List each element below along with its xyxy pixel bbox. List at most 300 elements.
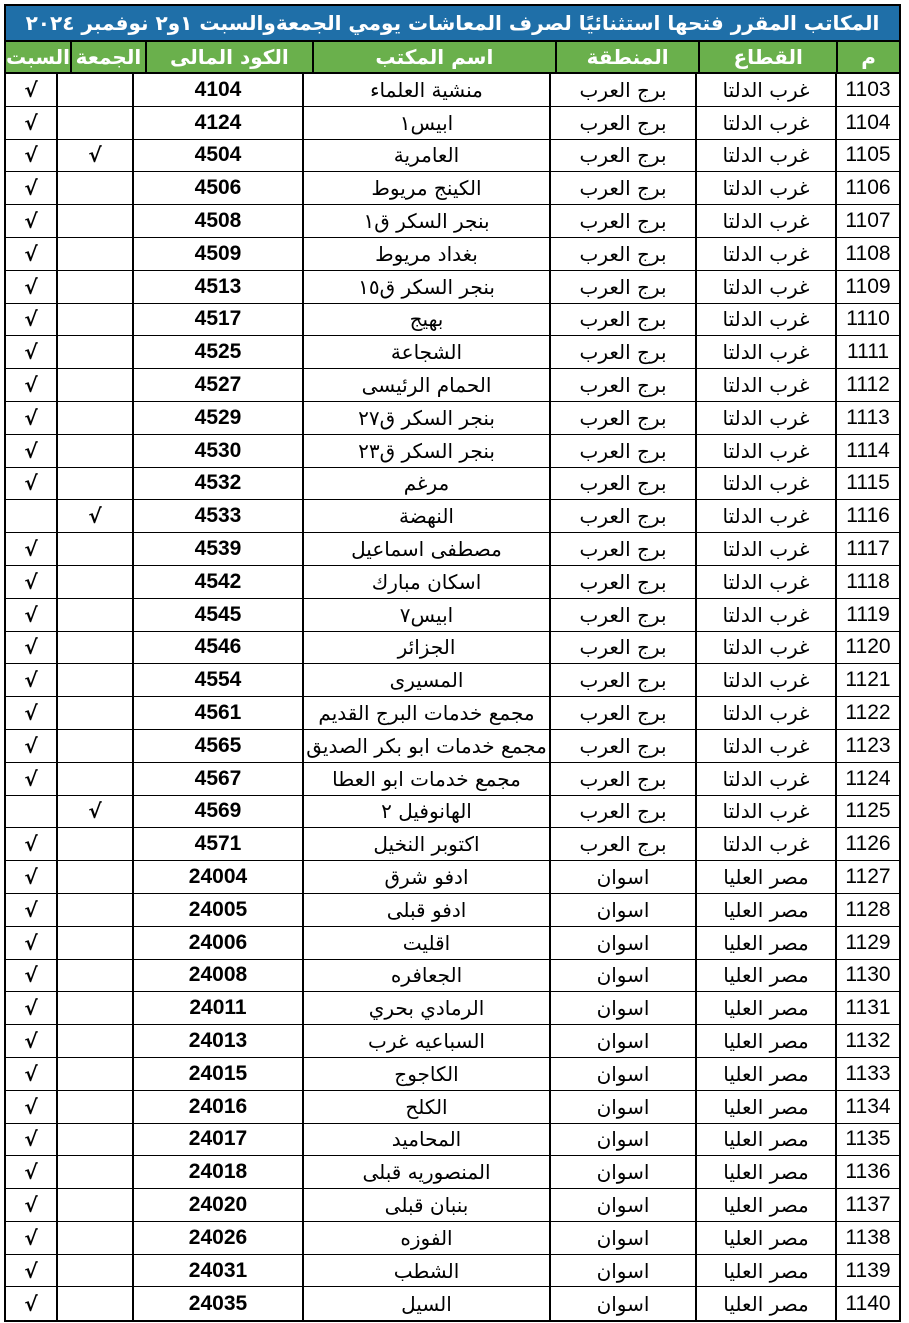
header-region: المنطقة: [555, 42, 699, 72]
table-row: [6, 238, 899, 271]
cell-friday-check: [56, 74, 132, 106]
cell-friday-check: [56, 107, 132, 139]
table-row: [6, 304, 899, 337]
cell-code: 4513: [132, 271, 302, 303]
cell-region: اسوان: [549, 960, 695, 992]
cell-m: 1114: [835, 435, 899, 467]
table-row: [6, 861, 899, 894]
cell-friday-check: [56, 828, 132, 860]
cell-sector: غرب الدلتا: [695, 664, 835, 696]
cell-m: 1137: [835, 1189, 899, 1221]
cell-friday-check: [56, 861, 132, 893]
cell-m: 1118: [835, 566, 899, 598]
cell-sector: مصر العليا: [695, 992, 835, 1024]
cell-m: 1132: [835, 1025, 899, 1057]
cell-sector: غرب الدلتا: [695, 271, 835, 303]
cell-code: 4561: [132, 697, 302, 729]
table-row: [6, 1025, 899, 1058]
table-row: [6, 107, 899, 140]
table-row: [6, 1156, 899, 1189]
cell-sector: غرب الدلتا: [695, 730, 835, 762]
cell-friday-check: [56, 1058, 132, 1090]
table-row: [6, 402, 899, 435]
cell-saturday-check: √: [24, 307, 38, 332]
cell-friday-check: √: [56, 140, 132, 172]
cell-m: 1104: [835, 107, 899, 139]
cell-office: منشية العلماء: [302, 74, 549, 106]
table-row: [6, 140, 899, 173]
cell-sector: غرب الدلتا: [695, 828, 835, 860]
table-row: [6, 74, 899, 107]
table-row: [6, 172, 899, 205]
cell-office: الرمادي بحري: [302, 992, 549, 1024]
table-row: [6, 763, 899, 796]
cell-code: 24008: [132, 960, 302, 992]
cell-saturday-check: √: [24, 405, 38, 430]
cell-region: برج العرب: [549, 533, 695, 565]
table-row: [6, 697, 899, 730]
cell-office: الشطب: [302, 1255, 549, 1287]
cell-code: 4532: [132, 468, 302, 500]
cell-saturday-check: √: [24, 209, 38, 234]
cell-m: 1130: [835, 960, 899, 992]
cell-sector: مصر العليا: [695, 1255, 835, 1287]
table-row: [6, 894, 899, 927]
cell-m: 1126: [835, 828, 899, 860]
cell-m: 1113: [835, 402, 899, 434]
cell-sector: مصر العليا: [695, 1189, 835, 1221]
cell-friday-check: [56, 435, 132, 467]
cell-code: 24020: [132, 1189, 302, 1221]
cell-code: 4527: [132, 369, 302, 401]
cell-saturday-check: √: [24, 897, 38, 922]
cell-office: المسيرى: [302, 664, 549, 696]
cell-code: 4530: [132, 435, 302, 467]
cell-office: اقليت: [302, 927, 549, 959]
cell-region: اسوان: [549, 894, 695, 926]
cell-saturday-check: √: [24, 77, 38, 102]
cell-saturday-check: √: [24, 635, 38, 660]
header-sector: القطاع: [698, 42, 836, 72]
cell-code: 24031: [132, 1255, 302, 1287]
cell-sector: غرب الدلتا: [695, 533, 835, 565]
cell-sector: غرب الدلتا: [695, 205, 835, 237]
cell-office: الفوزه: [302, 1222, 549, 1254]
table-row: [6, 730, 899, 763]
cell-region: برج العرب: [549, 828, 695, 860]
page-title: المكاتب المقرر فتحها استثنائيًا لصرف المعاشات يومي الجمعةوالسبت ١و٢ نوفمبر ٢٠٢٤: [6, 6, 899, 42]
cell-region: اسوان: [549, 1124, 695, 1156]
cell-sector: غرب الدلتا: [695, 304, 835, 336]
cell-sector: غرب الدلتا: [695, 172, 835, 204]
cell-m: 1107: [835, 205, 899, 237]
cell-sector: مصر العليا: [695, 1025, 835, 1057]
cell-code: 24004: [132, 861, 302, 893]
cell-sector: مصر العليا: [695, 1222, 835, 1254]
cell-office: اسكان مبارك: [302, 566, 549, 598]
cell-region: اسوان: [549, 992, 695, 1024]
header-friday: الجمعة: [70, 42, 145, 72]
cell-office: بنجر السكر ق٢٣: [302, 435, 549, 467]
cell-m: 1115: [835, 468, 899, 500]
cell-region: برج العرب: [549, 271, 695, 303]
cell-saturday-check: √: [24, 832, 38, 857]
cell-code: 4525: [132, 336, 302, 368]
cell-sector: غرب الدلتا: [695, 435, 835, 467]
cell-friday-check: [56, 566, 132, 598]
cell-code: 24011: [132, 992, 302, 1024]
cell-sector: مصر العليا: [695, 1156, 835, 1188]
table-row: [6, 336, 899, 369]
cell-office: مصطفى اسماعيل: [302, 533, 549, 565]
cell-saturday-check: √: [24, 1258, 38, 1283]
cell-office: الكينج مريوط: [302, 172, 549, 204]
cell-region: برج العرب: [549, 369, 695, 401]
cell-saturday-check: √: [24, 569, 38, 594]
cell-code: 4567: [132, 763, 302, 795]
cell-saturday-check: √: [24, 865, 38, 890]
cell-m: 1110: [835, 304, 899, 336]
cell-saturday-check: √: [24, 766, 38, 791]
cell-region: برج العرب: [549, 107, 695, 139]
cell-friday-check: [56, 1156, 132, 1188]
cell-sector: مصر العليا: [695, 1058, 835, 1090]
cell-saturday-check: √: [24, 996, 38, 1021]
cell-friday-check: [56, 632, 132, 664]
cell-office: بغداد مريوط: [302, 238, 549, 270]
cell-sector: غرب الدلتا: [695, 140, 835, 172]
cell-m: 1124: [835, 763, 899, 795]
cell-code: 24016: [132, 1091, 302, 1123]
cell-friday-check: [56, 1222, 132, 1254]
cell-friday-check: [56, 1091, 132, 1123]
cell-friday-check: [56, 304, 132, 336]
cell-office: المحاميد: [302, 1124, 549, 1156]
cell-friday-check: [56, 894, 132, 926]
cell-saturday-check: [6, 500, 56, 532]
cell-code: 4539: [132, 533, 302, 565]
cell-office: ابيس٧: [302, 599, 549, 631]
table-row: [6, 271, 899, 304]
cell-office: الكاجوج: [302, 1058, 549, 1090]
cell-sector: غرب الدلتا: [695, 402, 835, 434]
cell-m: 1111: [835, 336, 899, 368]
cell-friday-check: [56, 927, 132, 959]
cell-code: 4529: [132, 402, 302, 434]
table-row: [6, 1222, 899, 1255]
table-row: [6, 435, 899, 468]
cell-m: 1122: [835, 697, 899, 729]
cell-m: 1128: [835, 894, 899, 926]
table-row: [6, 566, 899, 599]
cell-code: 4565: [132, 730, 302, 762]
cell-code: 4571: [132, 828, 302, 860]
cell-sector: غرب الدلتا: [695, 500, 835, 532]
cell-saturday-check: √: [24, 438, 38, 463]
table-row: [6, 632, 899, 665]
cell-region: برج العرب: [549, 74, 695, 106]
cell-region: اسوان: [549, 1255, 695, 1287]
cell-region: برج العرب: [549, 402, 695, 434]
cell-office: بنجر السكر ق١٥: [302, 271, 549, 303]
cell-region: برج العرب: [549, 336, 695, 368]
cell-region: برج العرب: [549, 730, 695, 762]
cell-region: برج العرب: [549, 566, 695, 598]
cell-friday-check: [56, 402, 132, 434]
cell-saturday-check: √: [24, 963, 38, 988]
cell-office: بنجر السكر ق٢٧: [302, 402, 549, 434]
cell-sector: غرب الدلتا: [695, 74, 835, 106]
cell-region: برج العرب: [549, 468, 695, 500]
cell-code: 24035: [132, 1287, 302, 1320]
cell-office: ابيس١: [302, 107, 549, 139]
table-row: [6, 205, 899, 238]
cell-friday-check: [56, 533, 132, 565]
cell-m: 1103: [835, 74, 899, 106]
cell-saturday-check: √: [24, 701, 38, 726]
cell-sector: غرب الدلتا: [695, 632, 835, 664]
cell-sector: غرب الدلتا: [695, 697, 835, 729]
cell-region: اسوان: [549, 1222, 695, 1254]
cell-m: 1127: [835, 861, 899, 893]
cell-code: 4542: [132, 566, 302, 598]
cell-office: الحمام الرئيسى: [302, 369, 549, 401]
cell-sector: غرب الدلتا: [695, 796, 835, 828]
cell-saturday-check: √: [24, 1029, 38, 1053]
cell-saturday-check: √: [24, 733, 38, 758]
schedule-sheet: [4, 4, 901, 1322]
cell-friday-check: [56, 992, 132, 1024]
cell-region: اسوان: [549, 1058, 695, 1090]
cell-code: 4569: [132, 796, 302, 828]
cell-sector: غرب الدلتا: [695, 369, 835, 401]
cell-office: بهيج: [302, 304, 549, 336]
cell-region: برج العرب: [549, 664, 695, 696]
cell-m: 1140: [835, 1287, 899, 1320]
cell-region: اسوان: [549, 927, 695, 959]
cell-friday-check: [56, 960, 132, 992]
cell-m: 1119: [835, 599, 899, 631]
cell-m: 1108: [835, 238, 899, 270]
header-saturday: السبت: [6, 42, 70, 72]
cell-region: اسوان: [549, 1189, 695, 1221]
cell-office: المنصوريه قبلى: [302, 1156, 549, 1188]
cell-saturday-check: √: [24, 110, 38, 135]
cell-office: ادفو شرق: [302, 861, 549, 893]
cell-m: 1136: [835, 1156, 899, 1188]
table-row: [6, 533, 899, 566]
cell-m: 1116: [835, 500, 899, 532]
cell-sector: غرب الدلتا: [695, 763, 835, 795]
cell-m: 1135: [835, 1124, 899, 1156]
cell-office: الجعافره: [302, 960, 549, 992]
cell-code: 4546: [132, 632, 302, 664]
cell-region: برج العرب: [549, 435, 695, 467]
table-row: [6, 927, 899, 960]
cell-office: مجمع خدمات البرج القديم: [302, 697, 549, 729]
cell-sector: غرب الدلتا: [695, 238, 835, 270]
cell-friday-check: [56, 763, 132, 795]
cell-saturday-check: √: [24, 602, 38, 627]
cell-sector: مصر العليا: [695, 1124, 835, 1156]
table-row: [6, 1189, 899, 1222]
cell-sector: غرب الدلتا: [695, 107, 835, 139]
cell-friday-check: [56, 1025, 132, 1057]
cell-sector: مصر العليا: [695, 960, 835, 992]
cell-code: 4554: [132, 664, 302, 696]
cell-saturday-check: √: [24, 930, 38, 955]
cell-friday-check: [56, 205, 132, 237]
table-row: [6, 1124, 899, 1157]
cell-m: 1139: [835, 1255, 899, 1287]
cell-region: اسوان: [549, 1091, 695, 1123]
cell-office: اكتوبر النخيل: [302, 828, 549, 860]
cell-friday-check: [56, 730, 132, 762]
cell-office: النهضة: [302, 500, 549, 532]
cell-friday-check: [56, 599, 132, 631]
cell-friday-check: [56, 369, 132, 401]
cell-sector: مصر العليا: [695, 861, 835, 893]
cell-m: 1138: [835, 1222, 899, 1254]
table-body: [6, 74, 899, 1320]
cell-friday-check: [56, 664, 132, 696]
cell-m: 1133: [835, 1058, 899, 1090]
cell-region: برج العرب: [549, 500, 695, 532]
table-row: [6, 468, 899, 501]
header-office: اسم المكتب: [312, 42, 555, 72]
cell-code: 24005: [132, 894, 302, 926]
cell-m: 1134: [835, 1091, 899, 1123]
cell-saturday-check: √: [24, 274, 38, 299]
cell-saturday-check: √: [24, 241, 38, 266]
cell-sector: مصر العليا: [695, 894, 835, 926]
cell-region: برج العرب: [549, 304, 695, 336]
cell-friday-check: √: [56, 796, 132, 828]
cell-office: ادفو قبلى: [302, 894, 549, 926]
cell-friday-check: [56, 238, 132, 270]
cell-sector: غرب الدلتا: [695, 566, 835, 598]
cell-office: بنجر السكر ق١: [302, 205, 549, 237]
cell-saturday-check: √: [24, 1225, 38, 1250]
table-row: [6, 599, 899, 632]
cell-m: 1123: [835, 730, 899, 762]
table-row: [6, 500, 899, 533]
cell-saturday-check: √: [24, 1291, 38, 1316]
cell-code: 4504: [132, 140, 302, 172]
cell-saturday-check: √: [24, 1061, 38, 1086]
cell-code: 4506: [132, 172, 302, 204]
cell-friday-check: [56, 172, 132, 204]
cell-friday-check: [56, 1124, 132, 1156]
cell-code: 4545: [132, 599, 302, 631]
cell-code: 4104: [132, 74, 302, 106]
cell-office: مجمع خدمات ابو العطا: [302, 763, 549, 795]
cell-friday-check: [56, 1287, 132, 1320]
header-m: م: [836, 42, 899, 72]
cell-office: السباعيه غرب: [302, 1025, 549, 1057]
cell-m: 1117: [835, 533, 899, 565]
cell-friday-check: √: [56, 500, 132, 532]
cell-code: 24017: [132, 1124, 302, 1156]
table-header: [6, 42, 899, 74]
cell-region: برج العرب: [549, 205, 695, 237]
table-row: [6, 664, 899, 697]
cell-region: برج العرب: [549, 796, 695, 828]
cell-m: 1131: [835, 992, 899, 1024]
cell-region: اسوان: [549, 1025, 695, 1057]
cell-sector: غرب الدلتا: [695, 468, 835, 500]
table-row: [6, 796, 899, 829]
cell-friday-check: [56, 468, 132, 500]
cell-code: 24026: [132, 1222, 302, 1254]
table-row: [6, 1091, 899, 1124]
cell-sector: مصر العليا: [695, 1287, 835, 1320]
cell-code: 4533: [132, 500, 302, 532]
cell-friday-check: [56, 336, 132, 368]
cell-code: 24018: [132, 1156, 302, 1188]
cell-region: اسوان: [549, 1287, 695, 1320]
cell-sector: مصر العليا: [695, 927, 835, 959]
table-row: [6, 828, 899, 861]
cell-friday-check: [56, 1189, 132, 1221]
cell-saturday-check: √: [24, 340, 38, 365]
cell-saturday-check: √: [24, 537, 38, 562]
table-row: [6, 960, 899, 993]
cell-sector: غرب الدلتا: [695, 336, 835, 368]
cell-code: 4124: [132, 107, 302, 139]
cell-friday-check: [56, 271, 132, 303]
cell-saturday-check: √: [24, 1094, 38, 1119]
cell-saturday-check: √: [24, 1160, 38, 1185]
cell-region: برج العرب: [549, 697, 695, 729]
cell-saturday-check: [6, 796, 56, 828]
cell-saturday-check: √: [24, 1192, 38, 1217]
cell-m: 1105: [835, 140, 899, 172]
cell-region: برج العرب: [549, 763, 695, 795]
table-row: [6, 1058, 899, 1091]
table-row: [6, 992, 899, 1025]
table-row: [6, 1255, 899, 1288]
cell-office: مجمع خدمات ابو بكر الصديق: [302, 730, 549, 762]
cell-sector: غرب الدلتا: [695, 599, 835, 631]
cell-code: 4508: [132, 205, 302, 237]
cell-saturday-check: √: [24, 143, 38, 168]
cell-office: الجزائر: [302, 632, 549, 664]
table-row: [6, 1287, 899, 1320]
cell-sector: مصر العليا: [695, 1091, 835, 1123]
cell-office: مرغم: [302, 468, 549, 500]
cell-region: برج العرب: [549, 599, 695, 631]
cell-saturday-check: √: [24, 373, 38, 398]
cell-office: الهانوفيل ٢: [302, 796, 549, 828]
cell-region: برج العرب: [549, 632, 695, 664]
cell-office: الكلح: [302, 1091, 549, 1123]
cell-friday-check: [56, 697, 132, 729]
cell-code: 4517: [132, 304, 302, 336]
cell-region: برج العرب: [549, 238, 695, 270]
cell-region: برج العرب: [549, 172, 695, 204]
cell-m: 1120: [835, 632, 899, 664]
cell-office: العامرية: [302, 140, 549, 172]
cell-region: اسوان: [549, 861, 695, 893]
cell-m: 1125: [835, 796, 899, 828]
table-row: [6, 369, 899, 402]
cell-saturday-check: √: [24, 668, 38, 693]
cell-office: الشجاعة: [302, 336, 549, 368]
cell-m: 1121: [835, 664, 899, 696]
cell-m: 1109: [835, 271, 899, 303]
cell-friday-check: [56, 1255, 132, 1287]
